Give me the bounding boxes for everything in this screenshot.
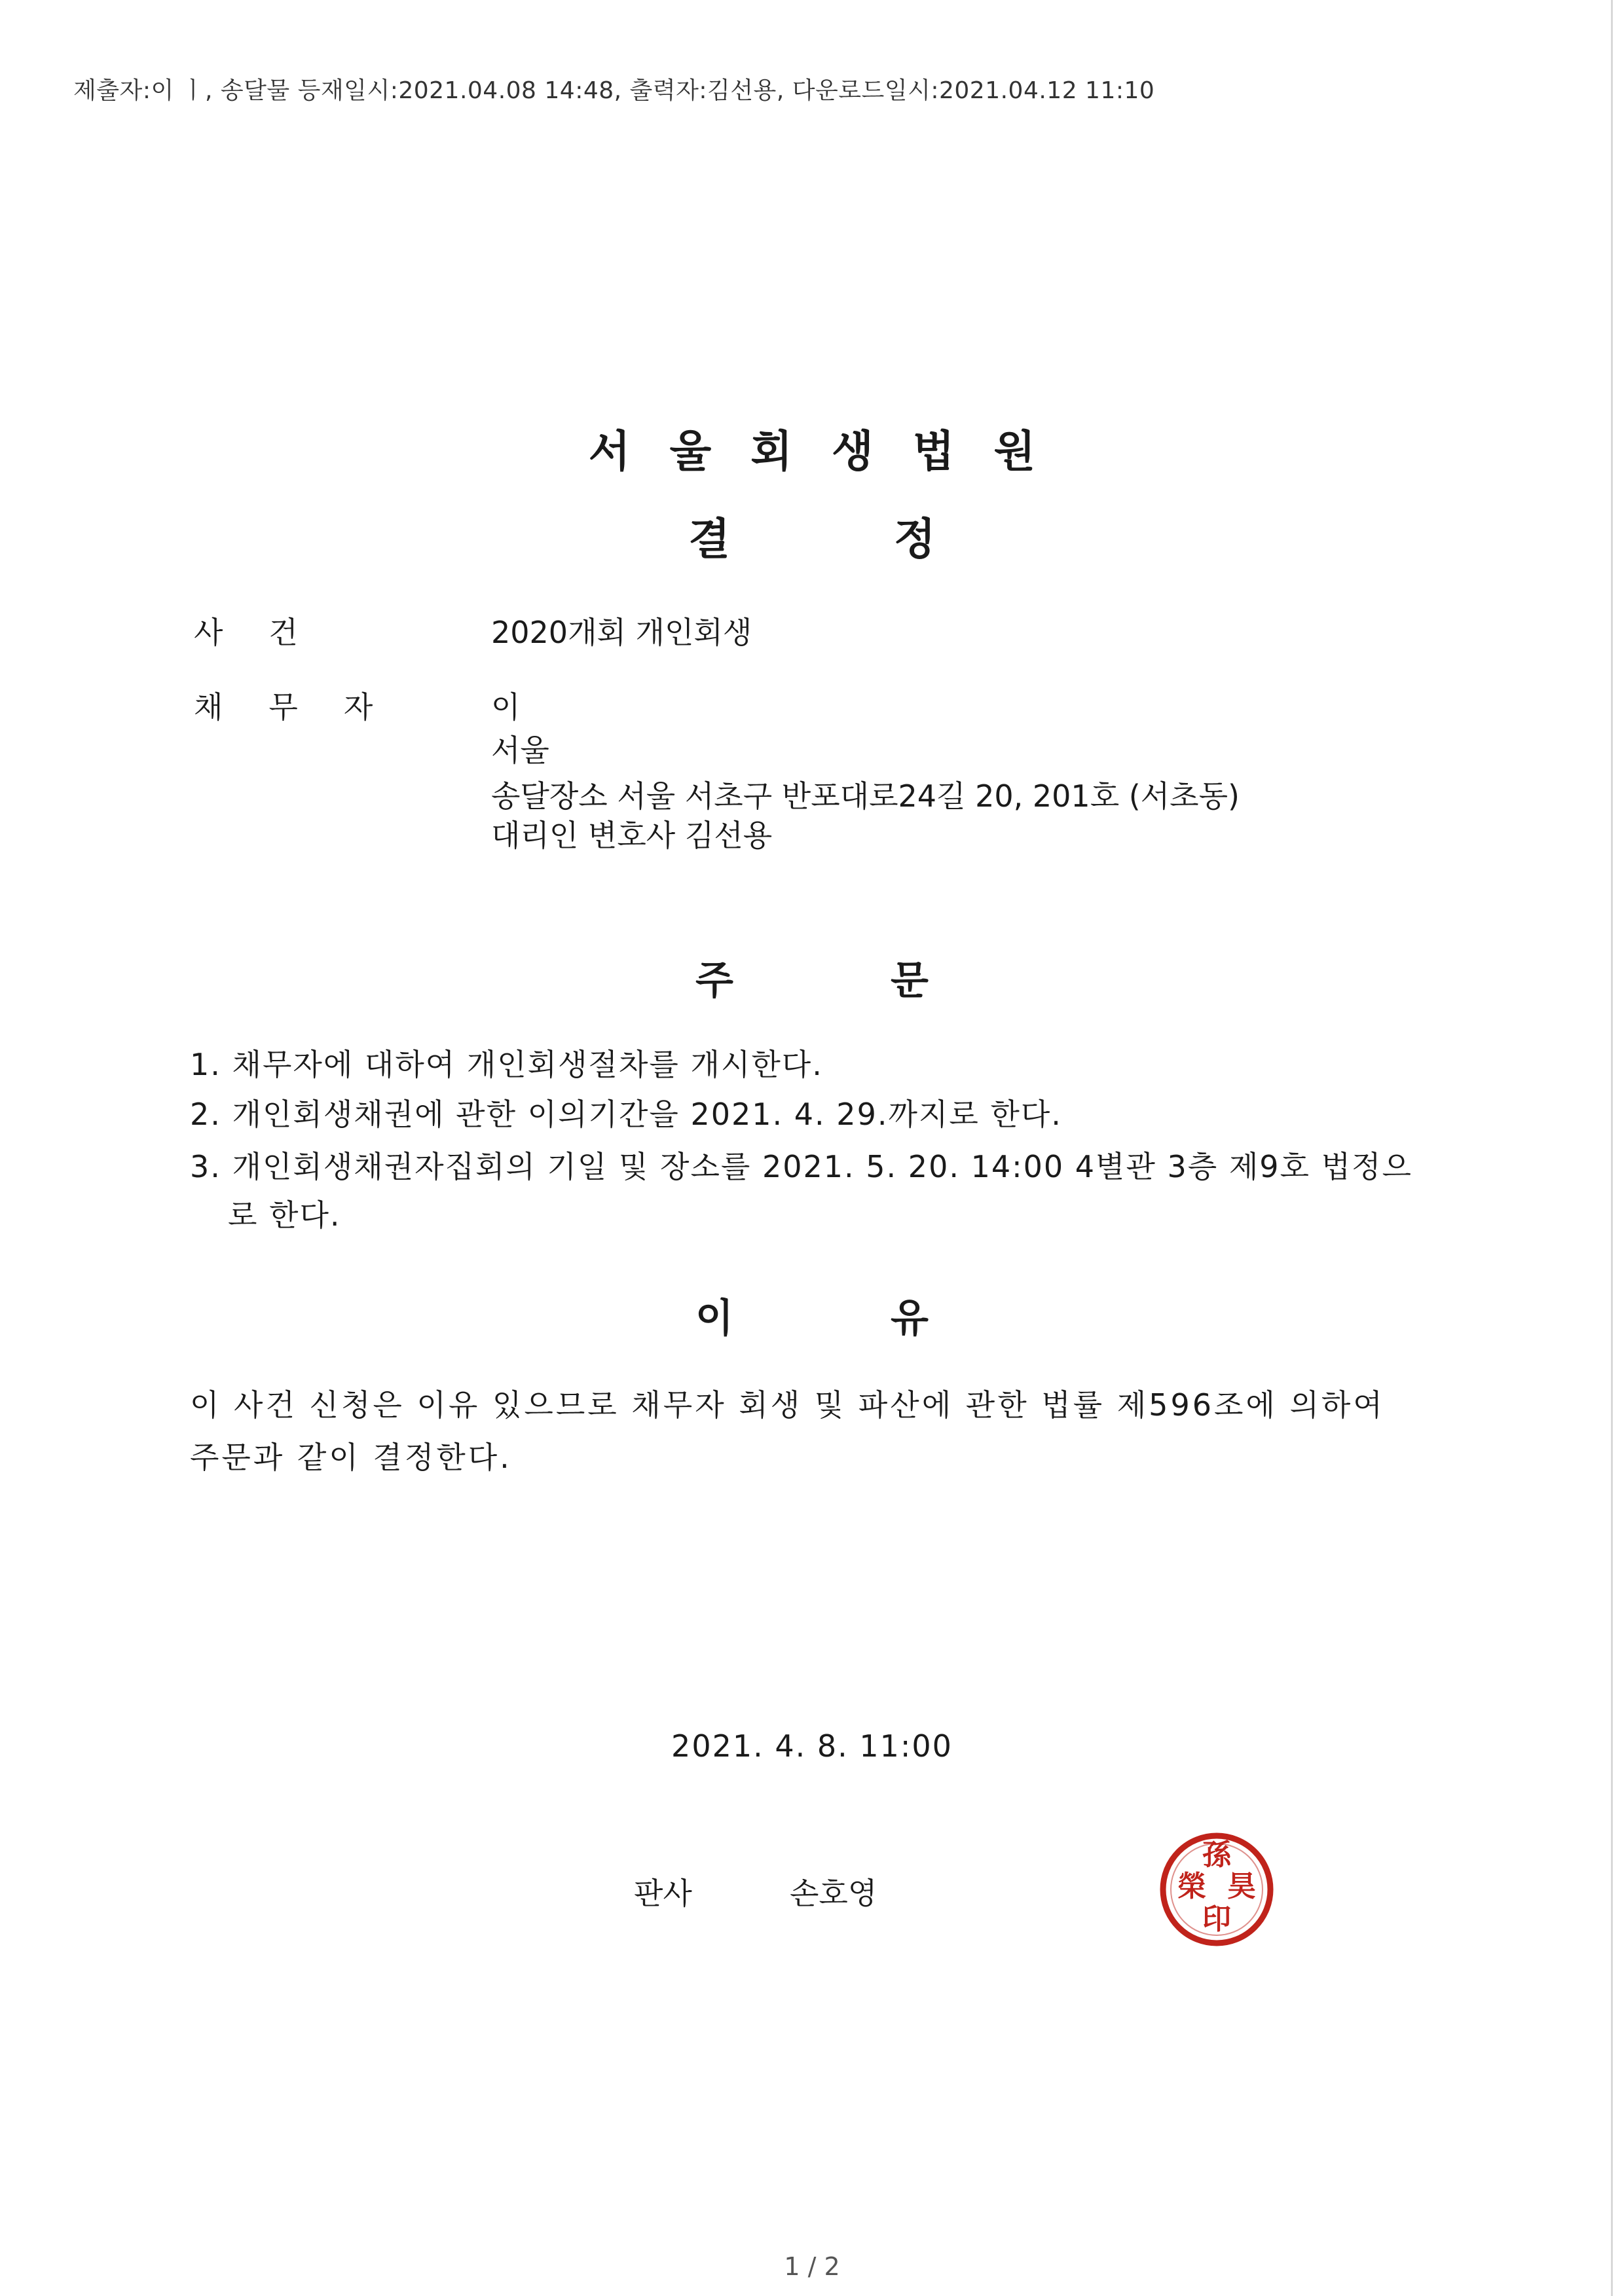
order-item: 2. 개인회생채권에 관한 이의기간을 2021. 4. 29.까지로 한다. [190,1097,1062,1132]
decision-date: 2021. 4. 8. 11:00 [671,1728,953,1764]
svg-text:昊: 昊 [1227,1870,1256,1903]
legal-agent: 대리인 변호사 김선용 [491,818,773,853]
order-heading: 주문 [695,958,1086,1004]
reason-text-line: 이 사건 신청은 이유 있으므로 채무자 회생 및 파산에 관한 법률 제596조에 의하여 [190,1387,1385,1423]
judge-label: 판사 [634,1876,692,1911]
order-item-continuation: 로 한다. [228,1197,341,1233]
judge-name: 손호영 [790,1876,877,1911]
court-name: 서울회생법원 [588,426,1075,477]
delivery-address: 송달장소 서울 서초구 반포대로24길 20, 201호 (서초동) [491,778,1240,814]
svg-text:孫: 孫 [1202,1838,1231,1872]
debtor-name: 이 [491,689,521,725]
svg-text:榮: 榮 [1177,1870,1206,1903]
debtor-label: 채무자 [194,689,419,725]
judge-seal-stamp [1158,1831,1276,1948]
case-number: 2020개회 개인회생 [491,615,752,650]
reason-heading: 이유 [695,1296,1086,1341]
scan-edge-line [1611,0,1613,2296]
document-title: 결정 [688,514,1099,564]
debtor-address: 서울 [491,733,549,768]
case-label: 사건 [194,615,344,650]
order-item: 1. 채무자에 대하여 개인회생절차를 개시한다. [190,1047,823,1082]
reason-text-line: 주문과 같이 결정한다. [190,1440,512,1475]
order-item: 3. 개인회생채권자집회의 기일 및 장소를 2021. 5. 20. 14:00 4별관 3층 제9호 법정으 [190,1149,1412,1184]
download-meta-header: 제출자:이 ㅣ, 송달물 등재일시:2021.04.08 14:48, 출력자:김선용, 다운로드일시:2021.04.12 11:10 [73,77,1155,104]
page-number: 1 / 2 [784,2252,840,2281]
svg-text:印: 印 [1202,1903,1231,1936]
